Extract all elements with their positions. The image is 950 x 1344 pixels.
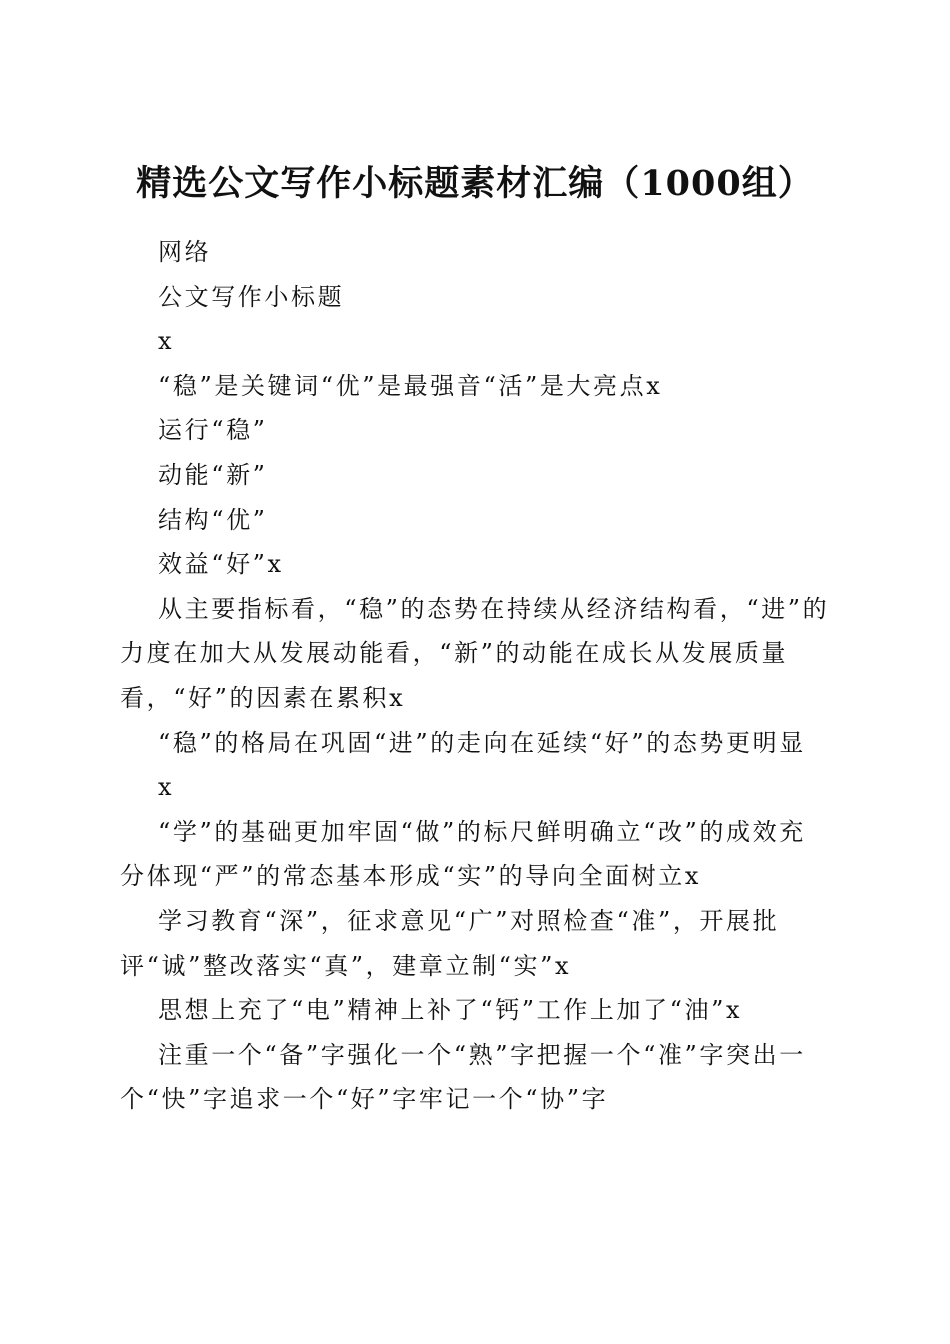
- paragraph: “学”的基础更加牢固“做”的标尺鲜明确立“改”的成效充分体现“严”的常态基本形成“实”的导向全面树立x: [120, 817, 806, 891]
- paragraph: 效益“好”x: [158, 550, 284, 579]
- document-title: 精选公文写作小标题素材汇编（1000组）: [136, 163, 814, 205]
- paragraph: 思想上充了“电”精神上补了“钙”工作上加了“油”x: [158, 996, 743, 1025]
- paragraph: “稳”的格局在巩固“进”的走向在延续“好”的态势更明显: [158, 728, 806, 757]
- document-body: [120, 230, 832, 1122]
- paragraph: 网络: [158, 238, 212, 266]
- paragraph: 学习教育“深”，征求意见“广”对照检查“准”，开展批评“诚”整改落实“真”，建章立制“实”x: [120, 906, 780, 980]
- paragraph: 从主要指标看，“稳”的态势在持续从经济结构看，“进”的力度在加大从发展动能看，“新”的动能在成长从发展质量看，“好”的因素在累积x: [120, 594, 830, 712]
- paragraph: 动能“新”: [158, 460, 268, 489]
- paragraph: 结构“优”: [158, 505, 268, 534]
- paragraph: “稳”是关键词“优”是最强音“活”是大亮点x: [158, 371, 663, 400]
- paragraph: x: [158, 773, 175, 802]
- paragraph: 公文写作小标题: [158, 282, 345, 311]
- paragraph: x: [158, 327, 175, 356]
- paragraph: 运行“稳”: [158, 416, 268, 445]
- paragraph: 注重一个“备”字强化一个“熟”字把握一个“准”字突出一个“快”字追求一个“好”字牢记一个“协”字: [120, 1040, 806, 1114]
